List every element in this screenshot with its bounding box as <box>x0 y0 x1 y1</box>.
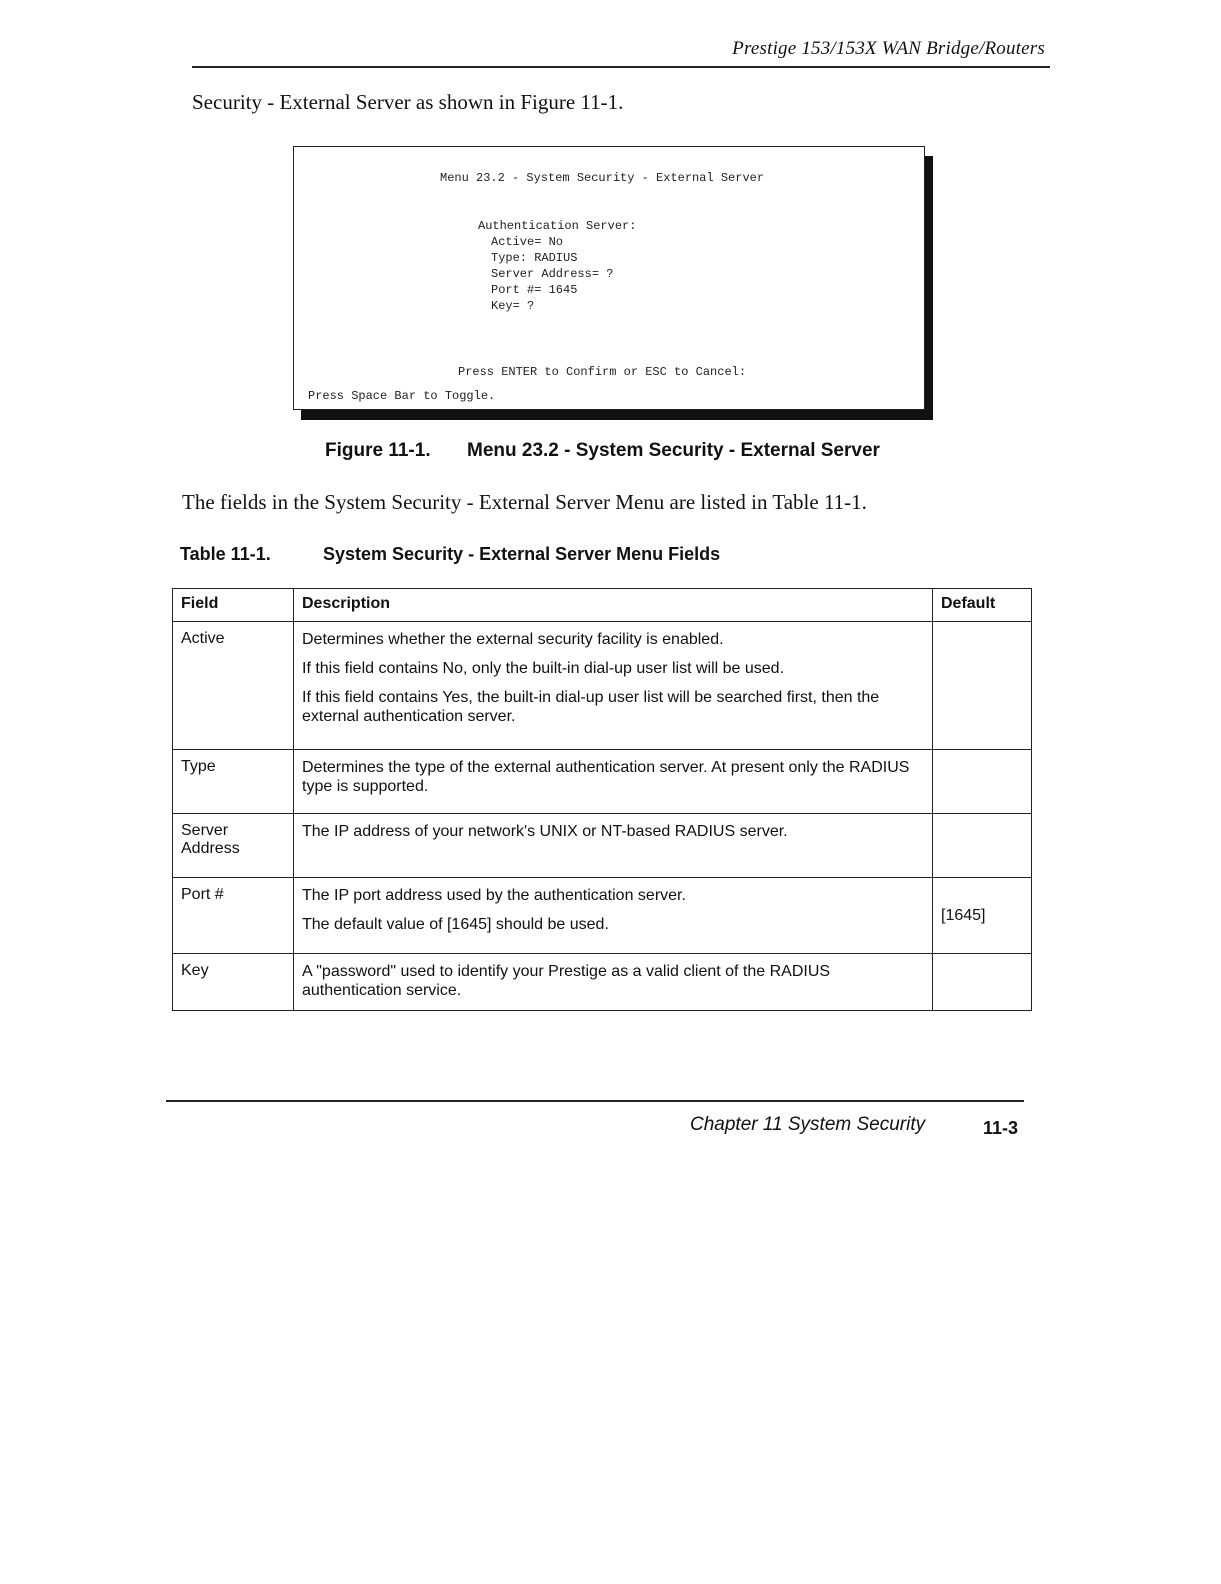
terminal-menu-title: Menu 23.2 - System Security - External Server <box>440 171 765 185</box>
description-cell <box>294 878 933 954</box>
terminal-status-line: Press Space Bar to Toggle. <box>308 389 496 403</box>
table-caption <box>180 544 720 565</box>
terminal-section-label: Authentication Server: <box>478 219 637 233</box>
default-cell: [1645] <box>933 878 1032 954</box>
field-cell: Server Address <box>173 814 294 878</box>
terminal-field-port[interactable]: Port #= 1645 <box>491 283 578 297</box>
description-line: Determines the type of the external authentication server. At present only the RADIUS type is supported. <box>302 759 910 795</box>
figure-number: Figure 11-1. <box>325 440 431 461</box>
description-line: A "password" used to identify your Prestige as a valid client of the RADIUS authentication service. <box>302 963 831 999</box>
description-cell <box>294 622 933 750</box>
terminal-confirm-prompt: Press ENTER to Confirm or ESC to Cancel: <box>458 365 747 379</box>
table-header-row <box>173 589 1032 622</box>
table-row <box>173 954 1032 1011</box>
field-cell: Active <box>173 622 294 750</box>
field-cell: Port # <box>173 878 294 954</box>
table-row <box>173 622 1032 750</box>
description-cell <box>294 954 933 1011</box>
description-cell <box>294 750 933 814</box>
header-field: Field <box>173 589 294 622</box>
field-cell: Key <box>173 954 294 1011</box>
terminal-field-key[interactable]: Key= ? <box>491 299 535 313</box>
running-header: Prestige 153/153X WAN Bridge/Routers <box>732 38 1045 59</box>
terminal-field-server-address[interactable]: Server Address= ? <box>491 267 614 281</box>
description-line: Determines whether the external security facility is enabled. <box>302 631 724 648</box>
fields-table <box>172 588 1032 1011</box>
description-line: The default value of [1645] should be used. <box>302 916 609 933</box>
description-line: The IP port address used by the authentication server. <box>302 887 686 904</box>
table-row <box>173 878 1032 954</box>
table-row <box>173 814 1032 878</box>
default-cell <box>933 750 1032 814</box>
header-description: Description <box>294 589 933 622</box>
field-cell: Type <box>173 750 294 814</box>
default-cell <box>933 622 1032 750</box>
description-line: The IP address of your network's UNIX or NT-based RADIUS server. <box>302 823 788 840</box>
default-cell <box>933 954 1032 1011</box>
terminal-screen <box>293 146 925 410</box>
figure-caption <box>325 440 880 462</box>
body-paragraph: The fields in the System Security - External Server Menu are listed in Table 11-1. <box>182 490 867 514</box>
footer-chapter: Chapter 11 System Security <box>690 1114 926 1135</box>
header-rule <box>192 66 1050 68</box>
description-cell <box>294 814 933 878</box>
table-row <box>173 750 1032 814</box>
header-default: Default <box>933 589 1032 622</box>
page-number: 11-3 <box>983 1118 1019 1138</box>
description-line: If this field contains Yes, the built-in dial-up user list will be searched first, then the external authentication server. <box>302 689 880 725</box>
footer-rule <box>166 1100 1024 1102</box>
terminal-field-type[interactable]: Type: RADIUS <box>491 251 578 265</box>
figure-title: Menu 23.2 - System Security - External Server <box>467 440 880 461</box>
description-line: If this field contains No, only the built-in dial-up user list will be used. <box>302 660 785 677</box>
intro-text: Security - External Server as shown in Figure 11-1. <box>192 90 624 114</box>
terminal-field-active[interactable]: Active= No <box>491 235 564 249</box>
table-number: Table 11-1. <box>180 544 271 564</box>
table-title: System Security - External Server Menu Fields <box>323 544 721 564</box>
default-cell <box>933 814 1032 878</box>
